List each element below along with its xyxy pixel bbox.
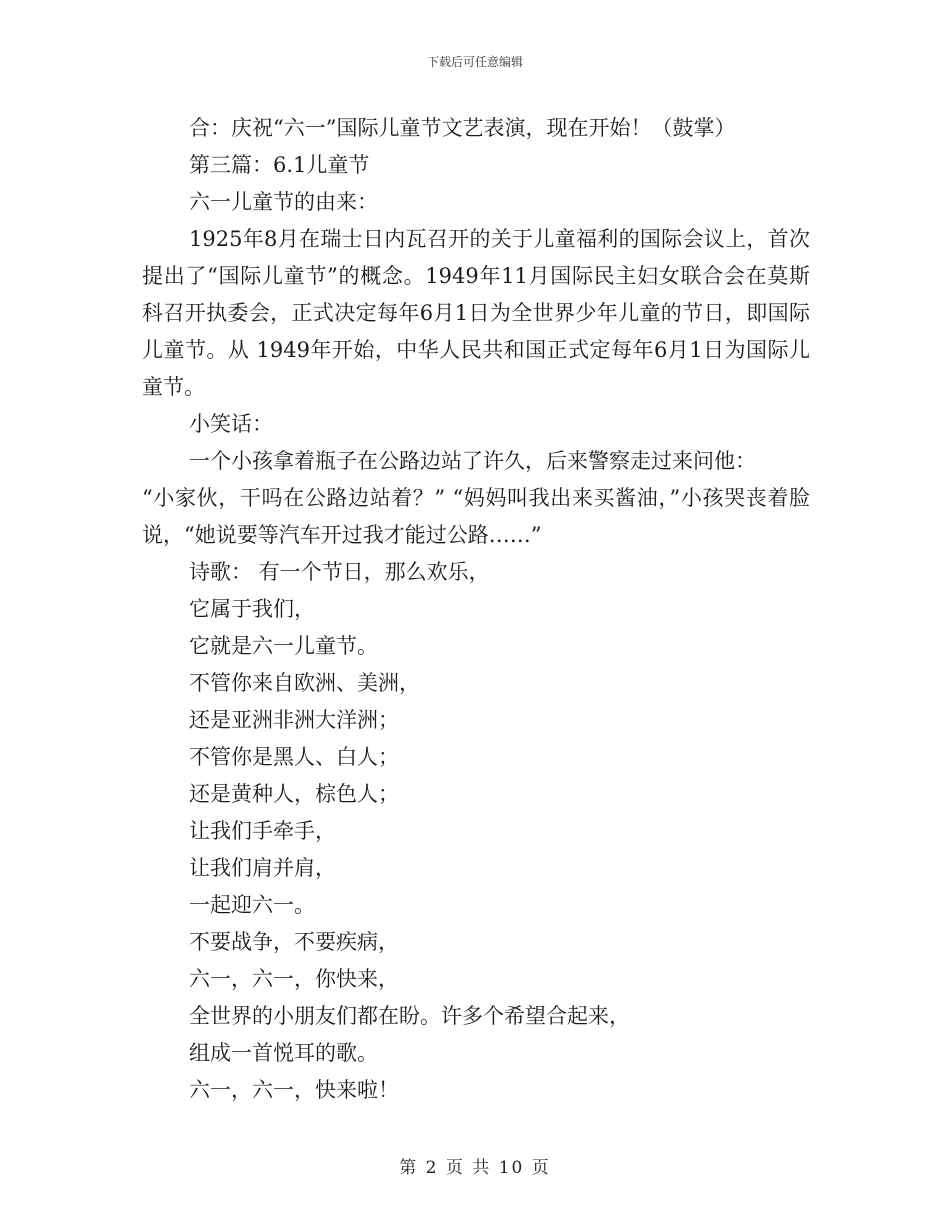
poem-line: 让我们肩并肩，: [189, 856, 336, 880]
poem-line: 让我们手牵手，: [189, 819, 336, 843]
page-number: 2: [425, 1158, 439, 1178]
page-footer: [0, 1153, 950, 1178]
footer-middle: 页 共: [445, 1158, 492, 1178]
poem-line: 不管你是黑人、白人；: [189, 745, 399, 769]
poem-line: 它属于我们，: [189, 597, 315, 621]
page-header: 下载后可任意编辑: [426, 55, 523, 69]
poem-line: 六一，六一，快来啦！: [189, 1078, 399, 1102]
section-heading: 第三篇：6.1儿童节: [189, 153, 370, 177]
poem-line: 诗歌： 有一个节日，那么欢乐，: [189, 560, 490, 584]
poem-line: 组成一首悦耳的歌。: [189, 1041, 378, 1065]
footer-suffix: 页: [531, 1158, 551, 1178]
page-total: 10: [498, 1158, 525, 1178]
poem-line: 不管你来自欧洲、美洲，: [189, 671, 420, 695]
poem-line: 还是亚洲非洲大洋洲；: [189, 708, 399, 732]
paragraph-joke-intro: 一个小孩拿着瓶子在公路边站了许久，后来警察走过来问他：: [189, 449, 756, 473]
footer-prefix: 第: [399, 1158, 419, 1178]
poem-line: 一起迎六一。: [189, 893, 315, 917]
subheading-origin: 六一儿童节的由来：: [189, 190, 378, 214]
paragraph-joke-dialogue: “小家伙，干吗在公路边站着？” “妈妈叫我出来买酱油，”小孩哭丧着脸说，“她说要等汽车开过我才能过公路……”: [142, 486, 810, 547]
poem-line: 六一，六一，你快来，: [189, 967, 399, 991]
paragraph-origin: 1925年8月在瑞士日内瓦召开的关于儿童福利的国际会议上，首次提出了“国际儿童节”的概念。1949年11月国际民主妇女联合会在莫斯科召开执委会，正式决定每年6月1日为全世界少年儿童的节日，即国际儿童节。从 1949年开始，中华人民共和国正式定每年6月1日为国际儿童节。: [142, 227, 810, 399]
poem-line: 它就是六一儿童节。: [189, 634, 378, 658]
subheading-joke: 小笑话：: [189, 412, 273, 436]
poem-line: 全世界的小朋友们都在盼。许多个希望合起来，: [189, 1004, 630, 1028]
poem-line: 不要战争，不要疾病，: [189, 930, 399, 954]
document-body: [142, 110, 810, 1109]
paragraph-closing-line: 合：庆祝“六一”国际儿童节文艺表演，现在开始！（鼓掌）: [189, 116, 736, 140]
poem-line: 还是黄种人，棕色人；: [189, 782, 399, 806]
